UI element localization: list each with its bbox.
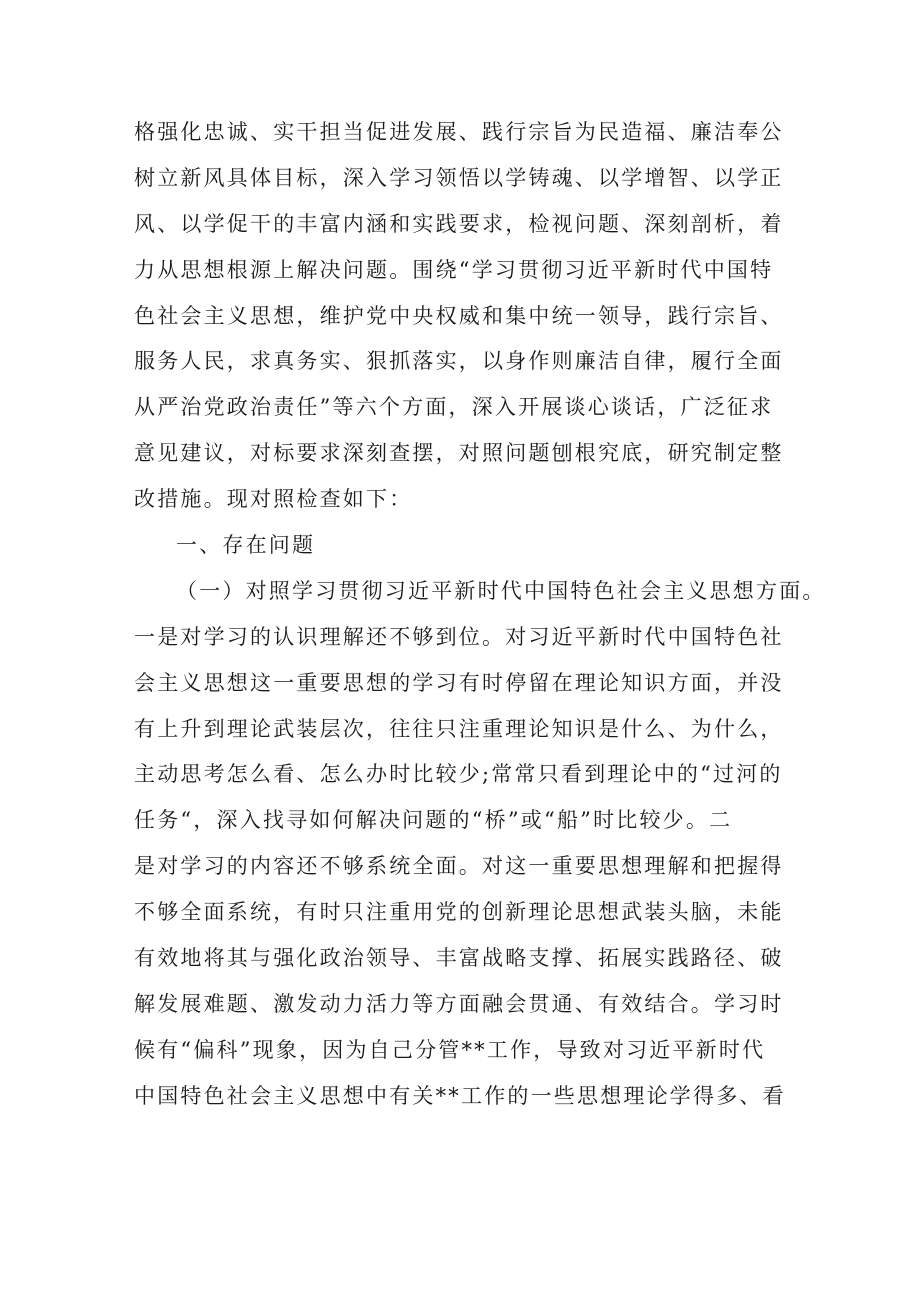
text-line: 会主义思想这一重要思想的学习有时停留在理论知识方面，并没 [134,670,784,695]
text-line: 改措施。现对照检查如下： [134,487,413,512]
text-line: 候有“偏科”现象，因为自己分管**工作，导致对习近平新时代 [134,1037,766,1062]
text-line: 不够全面系统，有时只注重用党的创新理论思想武装头脑，未能 [134,900,784,925]
text-line: 解发展难题、激发动力活力等方面融会贯通、有效结合。学习时 [134,991,784,1016]
text-line: 从严治党政治责任”等六个方面，深入开展谈心谈话，广泛征求 [134,395,774,420]
text-line: 意见建议，对标要求深刻查摆，对照问题刨根究底，研究制定整 [134,441,784,466]
text-line: 风、以学促干的丰富内涵和实践要求，检视问题、深刻剖析，着 [134,211,784,236]
text-line: 是对学习的内容还不够系统全面。对这一重要思想理解和把握得 [134,854,784,879]
document-body [134,110,826,1120]
text-line: 服务人民，求真务实、狠抓落实，以身作则廉洁自律，履行全面 [134,349,784,374]
text-line: 中国特色社会主义思想中有关**工作的一些思想理论学得多、看 [134,1083,786,1108]
text-line: 力从思想根源上解决问题。围绕“学习贯彻习近平新时代中国特 [134,257,774,282]
text-line: 任务“，深入找寻如何解决问题的“桥”或“船”时比较少。二 [134,808,733,833]
text-line: 树立新风具体目标，深入学习领悟以学铸魂、以学增智、以学正 [134,165,784,190]
text-line: 有效地将其与强化政治领导、丰富战略支撑、拓展实践路径、破 [134,946,784,971]
text-line: 一是对学习的认识理解还不够到位。对习近平新时代中国特色社 [134,624,784,649]
text-line: 有上升到理论武装层次，往往只注重理论知识是什么、为什么， [134,716,784,741]
text-line: 格强化忠诚、实干担当促进发展、践行宗旨为民造福、廉洁奉公 [134,120,784,144]
section-heading: 一、存在问题 [176,533,316,558]
subsection-heading: （一）对照学习贯彻习近平新时代中国特色社会主义思想方面。 [176,578,826,603]
text-line: 色社会主义思想，维护党中央权威和集中统一领导，践行宗旨、 [134,303,784,328]
text-line: 主动思考怎么看、怎么办时比较少;常常只看到理论中的“过河的 [134,762,783,787]
